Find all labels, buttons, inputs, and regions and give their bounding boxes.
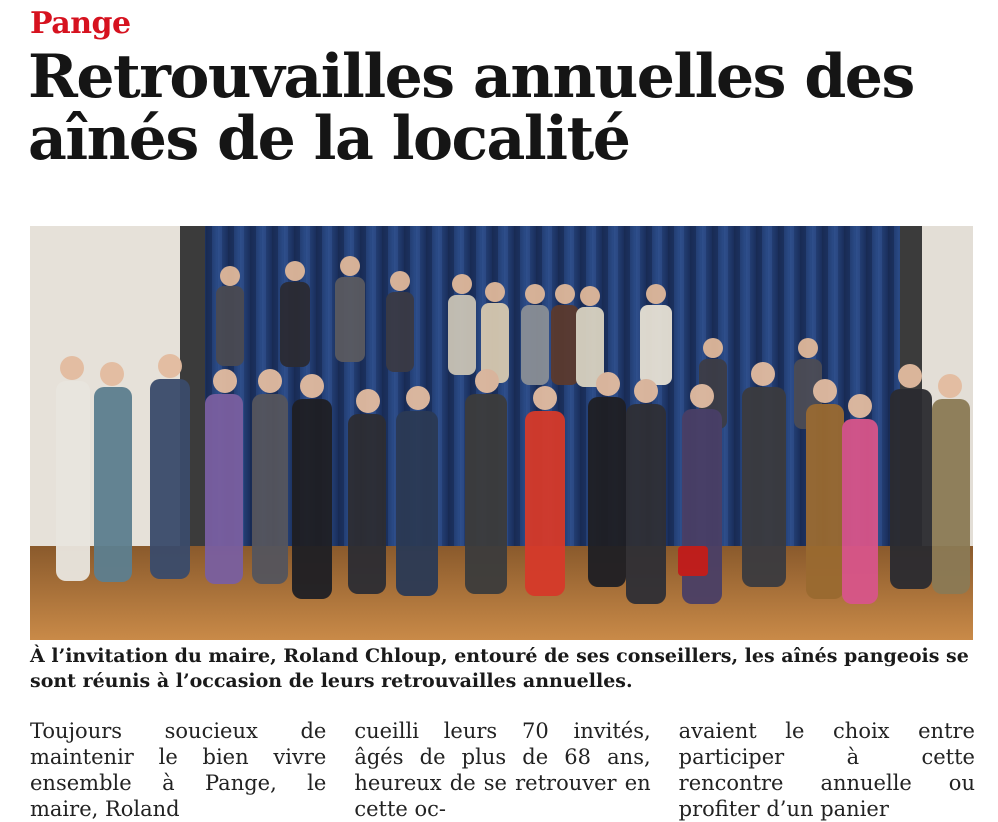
headline: Retrouvailles annuelles des aînés de la localité — [28, 42, 914, 174]
body-column-3: avaient le choix entre participer à cette rencontre annuelle ou profiter d’un panier — [678, 719, 975, 821]
body-column-2: cueilli leurs 70 invités, âgés de plus de 68 ans, heureux de se retrouver en cette oc- — [354, 719, 651, 821]
article-body — [30, 718, 975, 821]
group-photo — [30, 226, 973, 640]
body-column-1: Toujours soucieux de maintenir le bien vivre ensemble à Pange, le maire, Roland — [30, 719, 327, 821]
kicker-label: Pange — [30, 6, 131, 41]
photo-caption: À l’invitation du maire, Roland Chloup, entouré de ses conseillers, les aînés pangeois se sont réunis à l’occasion de leurs retrouvailles annuelles. — [30, 645, 969, 692]
